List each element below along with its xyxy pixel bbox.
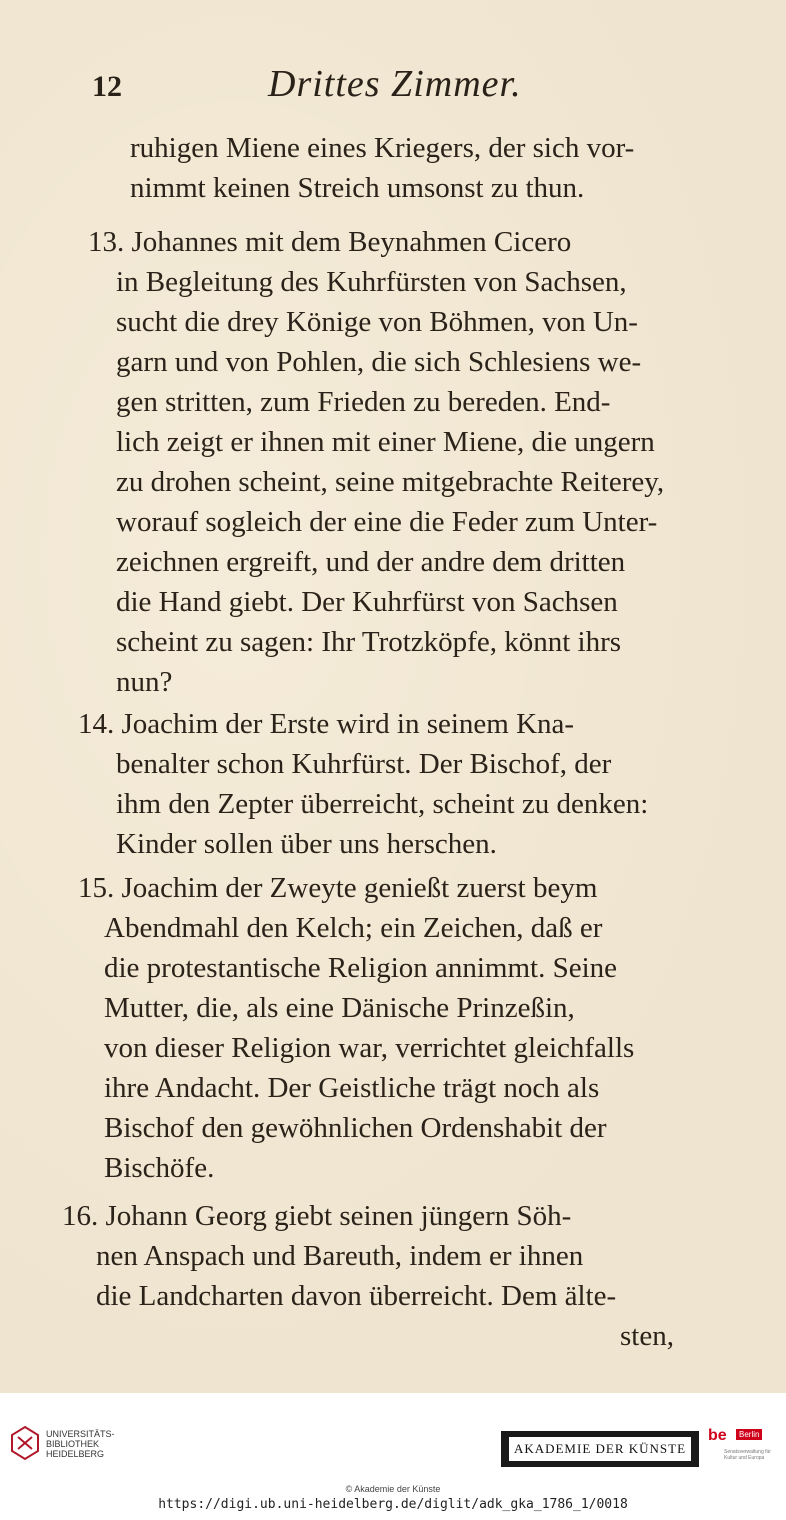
text-line: Abendmahl den Kelch; ein Zeichen, daß er: [104, 912, 603, 944]
text-line: sten,: [620, 1320, 674, 1352]
library-line: BIBLIOTHEK: [46, 1439, 100, 1449]
page-url[interactable]: https://digi.ub.uni-heidelberg.de/diglit/adk_gka_1786_1/0018: [158, 1497, 628, 1512]
text-line: nen Anspach und Bareuth, indem er ihnen: [96, 1240, 584, 1272]
text-line: benalter schon Kuhrfürst. Der Bischof, der: [116, 748, 612, 780]
running-title: Drittes Zimmer.: [268, 63, 522, 105]
text-line: die protestantische Religion annimmt. Seine: [104, 952, 618, 984]
text-line: gen stritten, zum Frieden zu bereden. End-: [116, 386, 611, 418]
text-line: 15. Joachim der Zweyte genießt zuerst beym: [78, 872, 598, 904]
senate-subtitle: Senatsverwaltung für Kultur und Europa: [724, 1449, 771, 1461]
library-line: UNIVERSITÄTS-: [46, 1429, 115, 1439]
page-number: 12: [92, 70, 122, 103]
text-line: Bischof den gewöhnlichen Ordenshabit der: [104, 1112, 607, 1144]
text-line: nimmt keinen Streich umsonst zu thun.: [130, 172, 585, 204]
berlin-badge: Berlin: [736, 1429, 762, 1440]
text-line: 13. Johannes mit dem Beynahmen Cicero: [88, 226, 572, 258]
akademie-label: AKADEMIE DER KÜNSTE: [509, 1437, 691, 1461]
text-line: nun?: [116, 666, 173, 698]
page-header: [0, 60, 786, 110]
text-line: garn und von Pohlen, die sich Schlesiens we-: [116, 346, 642, 378]
text-line: zeichnen ergreift, und der andre dem dritten: [116, 546, 626, 578]
text-line: von dieser Religion war, verrichtet gleichfalls: [104, 1032, 635, 1064]
text-line: Bischöfe.: [104, 1152, 215, 1184]
text-line: 16. Johann Georg giebt seinen jüngern Söh-: [62, 1200, 572, 1232]
text-line: die Hand giebt. Der Kuhrfürst von Sachsen: [116, 586, 618, 618]
text-line: ihre Andacht. Der Geistliche trägt noch als: [104, 1072, 600, 1104]
text-line: Kinder sollen über uns herschen.: [116, 828, 497, 860]
viewer-footer: [0, 1393, 786, 1520]
text-line: 14. Joachim der Erste wird in seinem Kna-: [78, 708, 575, 740]
text-line: die Landcharten davon überreicht. Dem älte-: [96, 1280, 617, 1312]
text-line: lich zeigt er ihnen mit einer Miene, die ungern: [116, 426, 655, 458]
berlin-senate-logo[interactable]: [708, 1427, 776, 1473]
library-line: HEIDELBERG: [46, 1449, 105, 1459]
text-line: sucht die drey Könige von Böhmen, von Un-: [116, 306, 638, 338]
text-line: ihm den Zepter überreicht, scheint zu denken:: [116, 788, 649, 820]
text-line: in Begleitung des Kuhrfürsten von Sachsen,: [116, 266, 627, 298]
university-library-logo-icon[interactable]: [10, 1425, 40, 1461]
university-library-name: [46, 1429, 115, 1459]
text-line: worauf sogleich der eine die Feder zum Unter-: [116, 506, 658, 538]
akademie-logo[interactable]: [501, 1431, 699, 1467]
text-line: Mutter, die, als eine Dänische Prinzeßin,: [104, 992, 575, 1024]
be-logo-word: be: [708, 1427, 727, 1444]
text-line: ruhigen Miene eines Kriegers, der sich vor-: [130, 132, 635, 164]
text-line: zu drohen scheint, seine mitgebrachte Reiterey,: [116, 466, 665, 498]
text-line: scheint zu sagen: Ihr Trotzköpfe, könnt ihrs: [116, 626, 622, 658]
copyright-notice: © Akademie der Künste: [345, 1484, 441, 1494]
